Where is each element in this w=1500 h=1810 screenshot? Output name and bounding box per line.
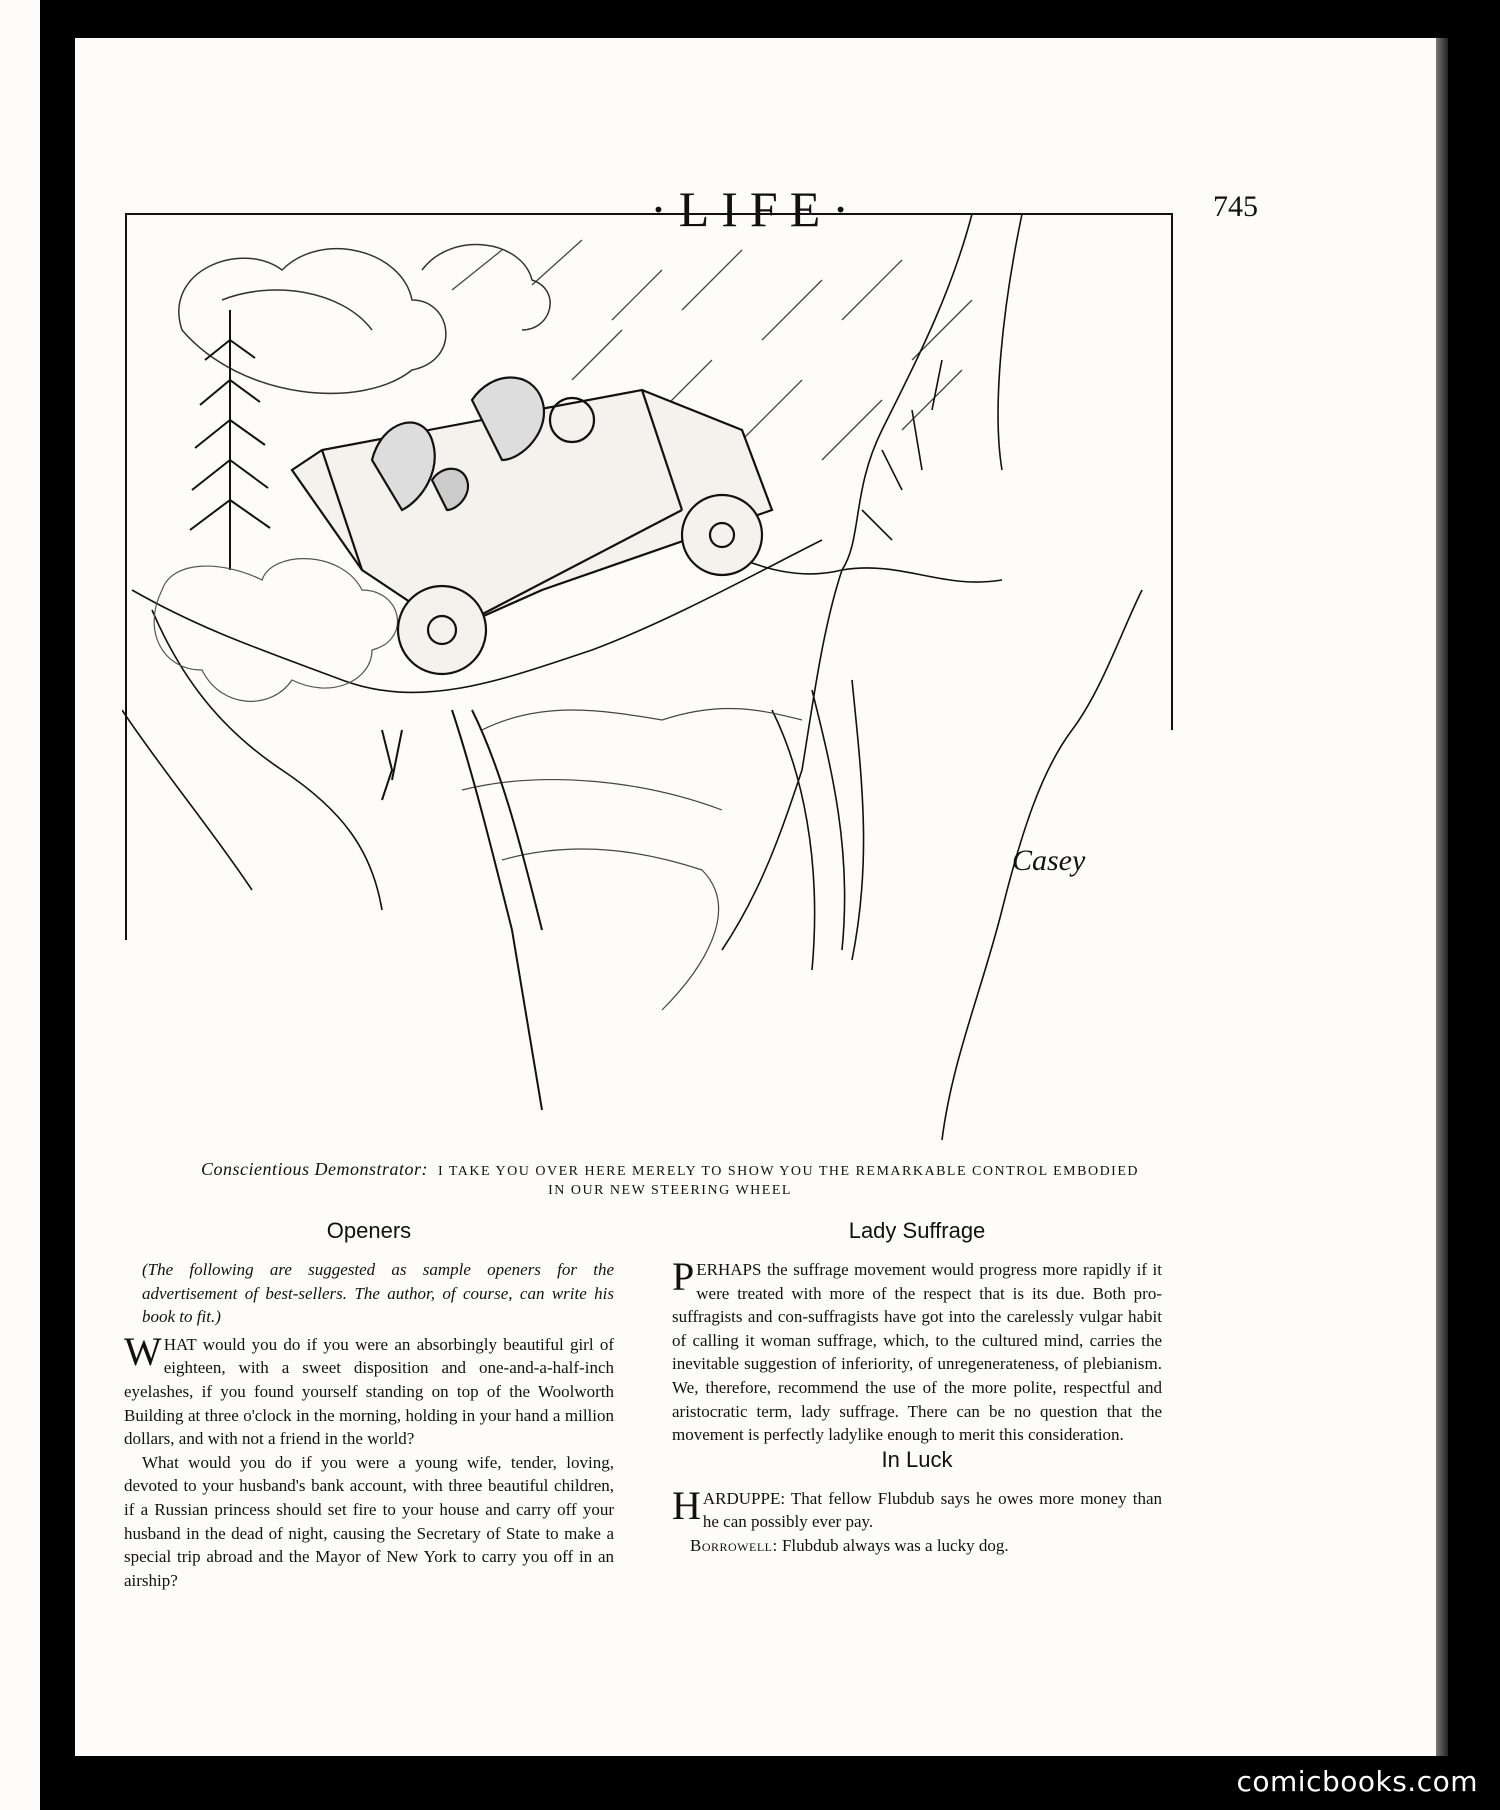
openers-title: Openers — [326, 1218, 412, 1243]
openers-paragraph-1: WHAT would you do if you were an absorbingly beautiful girl of eighteen, with a sweet disposition and one-and-a-half-inch eyelashes, if you found yourself standing on top of the Woolworth Building at three o'clock in the morning, holding in your hand a million dollars, and with not a friend in the world? — [124, 1328, 614, 1449]
caption-speaker: Conscientious Demonstrator: — [200, 1159, 428, 1179]
masthead: ·LIFE· — [650, 181, 861, 237]
openers-paragraph-2: What would you do if you were a young wife, tender, loving, devoted to your husband's bank account, with three beautiful children, if a Russian princess should set fire to your house and carry off your husband in the dead of night, causing the Secretary of State to make a special trip abroad and the Mayor of New York to carry you off in an airship? — [124, 1452, 614, 1590]
adjacent-page-edge — [0, 0, 40, 1810]
road-icon — [122, 540, 1002, 910]
page-edge-shadow — [1436, 38, 1448, 1756]
page-number: 745 — [1213, 190, 1258, 223]
in-luck-title: In Luck — [881, 1446, 953, 1472]
cartoon-caption — [200, 1160, 1140, 1200]
in-luck-speaker-2: Borrowell: — [690, 1535, 778, 1555]
openers-column — [124, 1218, 614, 1592]
lady-suffrage-paragraph: PERHAPS the suffrage movement would progress more rapidly if it were treated with more of the respect that is its due. Both pro-suffragists and con-suffragists have got into the carelessly vulgar habit of calling it woman suffrage, which, to the cultured mind, carries the inevitable suggestion of inferiority, of unregenerateness, of plebianism. We, therefore, recommend the use of the more polite, respectful and aristocratic term, lady suffrage. There can be no question that the movement is perfectly ladylike enough to merit this consideration. — [672, 1254, 1162, 1445]
cartoon-illustration — [122, 210, 1180, 1150]
caption-text: I TAKE YOU OVER HERE MERELY TO SHOW YOU THE REMARKABLE CONTROL EMBODIED IN OUR NEW STEERING WHEEL — [437, 1164, 1140, 1198]
openers-intro: (The following are suggested as sample openers for the advertisement of best-sellers. The author, of course, can write his book to fit.) — [142, 1260, 614, 1327]
car-on-cliff-drawing — [122, 210, 1180, 1150]
cloud-icon — [179, 245, 550, 394]
artist-signature: Casey — [1012, 844, 1086, 877]
cliff-icon — [722, 214, 1142, 1140]
in-luck-line-2-text: Flubdub always was a lucky dog. — [781, 1535, 1009, 1555]
valley-icon — [462, 708, 802, 1010]
source-watermark: comicbooks.com — [1236, 1765, 1478, 1798]
lady-suffrage-title: Lady Suffrage — [848, 1218, 986, 1243]
in-luck-line-1: HARDUPPE: That fellow Flubdub says he owes more money than he can possibly ever pay. — [672, 1482, 1162, 1532]
in-luck-line-2 — [672, 1534, 1162, 1558]
right-column — [672, 1218, 1162, 1558]
stump-icon — [382, 710, 542, 1110]
car-icon — [292, 378, 772, 675]
